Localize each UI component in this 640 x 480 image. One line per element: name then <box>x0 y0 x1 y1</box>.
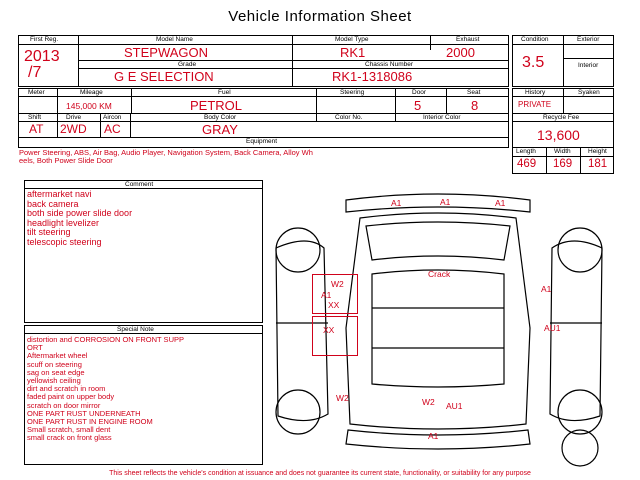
damage-mark: AU1 <box>446 401 463 411</box>
damage-mark: A1 <box>541 284 552 294</box>
special-note-item: small crack on front glass <box>27 433 112 443</box>
aircon-value: AC <box>104 122 121 136</box>
wheel-rear-left <box>276 390 320 434</box>
wheel-front-left <box>276 228 320 272</box>
special-note-item: Aftermarket wheel <box>27 351 88 361</box>
roof-outline <box>372 270 504 387</box>
door-value: 5 <box>414 98 422 113</box>
special-note-item: sag on seat edge <box>27 367 85 377</box>
seat-value: 8 <box>471 98 479 113</box>
drive-value: 2WD <box>60 122 87 136</box>
special-note-item: scuff on steering <box>27 359 82 369</box>
comment-item: tilt steering <box>27 227 71 237</box>
special-note-item: ONE PART RUST IN ENGINE ROOM <box>27 417 153 427</box>
special-note-item: distortion and CORROSION ON FRONT SUPP <box>27 335 184 344</box>
damage-mark: Crack <box>428 269 451 279</box>
equipment-line: Power Steering, ABS, Air Bag, Audio Player, Navigation System, Back Camera, Alloy Wh <box>19 148 313 157</box>
exhaust-label: Exhaust <box>456 36 480 43</box>
first-reg-year: 2013 <box>24 48 60 65</box>
grade-label: Grade <box>178 61 197 68</box>
mileage-value: 145,000 KM <box>66 101 112 111</box>
damage-mark: A1 <box>428 431 439 441</box>
special-note-item: dirt and scratch in room <box>27 384 106 394</box>
damage-mark: AU1 <box>544 323 561 333</box>
chassis-number-label: Chassis Number <box>365 61 414 68</box>
special-note-item: yellowish ceiling <box>27 376 81 386</box>
damage-mark: W2 <box>331 279 344 289</box>
aircon-label: Aircon <box>103 114 122 121</box>
shift-label: Shift <box>28 114 42 121</box>
comment-item: aftermarket navi <box>27 189 92 199</box>
model-type-value: RK1 <box>340 45 366 60</box>
history-value: PRIVATE <box>518 100 552 109</box>
comment-label: Comment <box>125 181 154 188</box>
damage-mark: A1 <box>321 290 332 300</box>
special-note-item: Small scratch, small dent <box>27 425 111 435</box>
height-value: 181 <box>588 158 608 170</box>
first-reg-month: /7 <box>28 64 42 81</box>
first-reg-label: First Reg. <box>30 36 59 43</box>
special-note-item: ORT <box>27 343 43 353</box>
seat-label: Seat <box>467 89 481 96</box>
comment-list <box>27 190 132 247</box>
comment-item: both side power slide door <box>27 208 133 218</box>
equipment-label: Equipment <box>246 138 278 145</box>
color-no-label: Color No. <box>335 114 363 121</box>
special-note-label: Special Note <box>117 326 154 333</box>
drive-label: Drive <box>66 114 82 121</box>
meter-label: Meter <box>28 89 45 96</box>
fuel-label: Fuel <box>218 89 231 96</box>
damage-mark: W2 <box>422 397 435 407</box>
hood-outline <box>366 222 510 260</box>
comment-item: headlight levelizer <box>27 217 100 228</box>
special-note-item: ONE PART RUST UNDERNEATH <box>27 408 141 418</box>
body-top-outline <box>346 213 530 429</box>
disclaimer-footer: This sheet reflects the vehicle's condition at issuance and does not guarantee its current state, functionality, or suitability for any purpose <box>109 470 531 477</box>
damage-mark: A1 <box>495 198 506 208</box>
damage-mark: A1 <box>391 198 402 208</box>
comment-item: telescopic steering <box>27 236 102 247</box>
spare-wheel <box>562 430 598 466</box>
recycle-fee-label: Recycle Fee <box>543 114 580 121</box>
comment-item: back camera <box>27 198 79 209</box>
exterior-label: Exterior <box>577 36 600 43</box>
special-note-item: faded paint on upper body <box>27 392 115 402</box>
shift-value: AT <box>29 122 44 136</box>
fuel-value: PETROL <box>190 98 243 113</box>
length-value: 469 <box>517 158 537 170</box>
exhaust-value: 2000 <box>446 45 475 60</box>
special-note-item: scratch on door mirror <box>27 400 101 410</box>
damage-mark: W2 <box>336 393 349 403</box>
damage-mark: A1 <box>440 197 451 207</box>
history-label: History <box>525 89 546 96</box>
special-note-list <box>27 336 184 443</box>
condition-label: Condition <box>521 36 549 43</box>
width-label: Width <box>554 148 571 155</box>
chassis-number-value: RK1-1318086 <box>332 69 413 84</box>
model-type-label: Model Type <box>335 36 369 43</box>
damage-box-left-middle <box>312 316 358 356</box>
syaken-label: Syaken <box>578 89 600 96</box>
mileage-label: Mileage <box>80 89 103 96</box>
length-label: Length <box>516 148 536 155</box>
equipment-text <box>19 149 511 165</box>
grade-value: G E SELECTION <box>114 69 214 84</box>
sheet-title: Vehicle Information Sheet <box>228 8 412 25</box>
damage-mark: XX <box>323 325 335 335</box>
recycle-fee-value: 13,600 <box>537 127 580 143</box>
model-name-value: STEPWAGON <box>124 45 209 60</box>
body-color-value: GRAY <box>202 122 238 137</box>
header-box <box>18 35 509 87</box>
condition-grade: 3.5 <box>522 54 545 71</box>
height-label: Height <box>588 148 607 155</box>
width-value: 169 <box>553 158 573 170</box>
body-color-label: Body Color <box>204 114 237 121</box>
interior-color-label: Interior Color <box>423 114 461 121</box>
damage-mark: XX <box>328 300 340 310</box>
interior-label: Interior <box>578 62 599 69</box>
wheel-front-right <box>558 228 602 272</box>
door-label: Door <box>412 89 427 96</box>
equipment-line: eels, Both Power Slide Door <box>19 156 113 166</box>
steering-label: Steering <box>340 89 365 96</box>
model-name-label: Model Name <box>156 36 193 43</box>
wheel-rear-right <box>558 390 602 434</box>
